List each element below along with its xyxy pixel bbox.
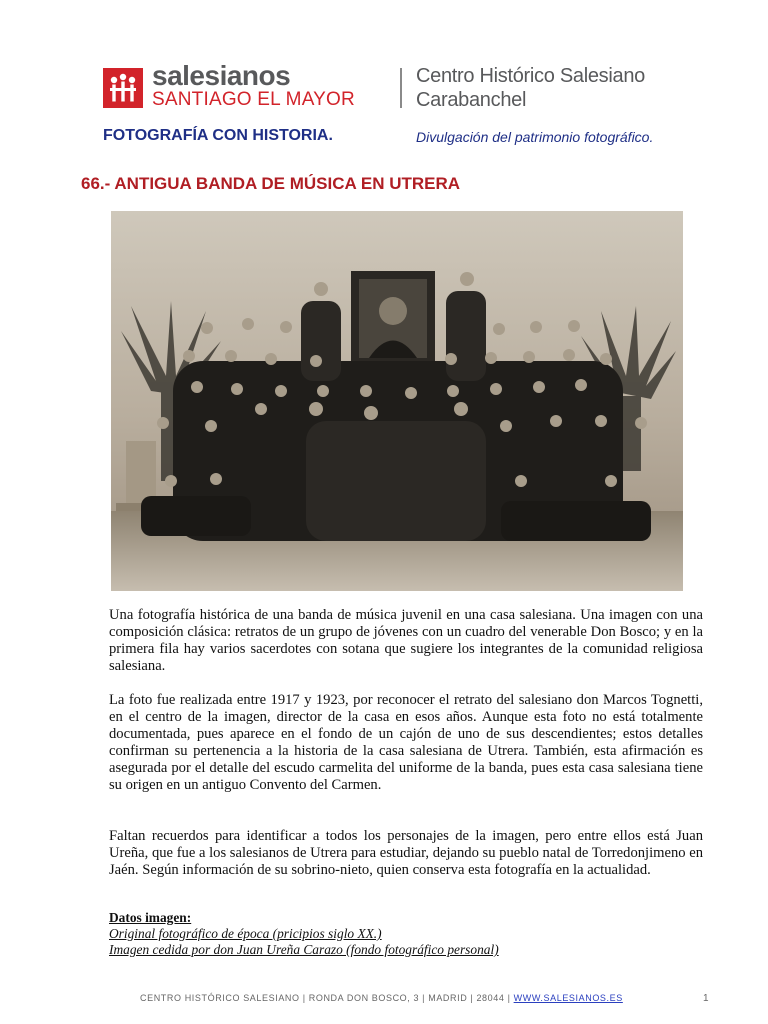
section-label: FOTOGRAFÍA CON HISTORIA. [103, 127, 333, 144]
page-number: 1 [703, 993, 709, 1004]
paragraph-1: Una fotografía histórica de una banda de música juvenil en una casa salesiana. Una imagen con una composición clásica: retratos de un grupo de jóvenes con un cuadro del venerable Don Bosco; y en la primera fila hay varios sacerdotes con sotana que sugiere los integrantes de la comunidad religiosa salesiana. [109, 607, 703, 674]
image-details [109, 910, 499, 958]
footer-address: CENTRO HISTÓRICO SALESIANO | RONDA DON BOSCO, 3 | MADRID | 28044 | [140, 993, 514, 1003]
salesianos-logo-icon [103, 68, 143, 108]
paragraph-3: Faltan recuerdos para identificar a todos los personajes de la imagen, pero entre ellos está Juan Ureña, que fue a los salesianos de Utrera para estudiar, dejando su pueblo natal de Torredonjimeno en Jaén. Según información de su sobrino-nieto, quien conserva esta fotografía en la actualidad. [109, 828, 703, 878]
tagline: Divulgación del patrimonio fotográfico. [416, 129, 654, 145]
brand-subtitle: SANTIAGO EL MAYOR [152, 89, 355, 110]
band-group-photo [111, 211, 683, 591]
centro-name-line2: Carabanchel [416, 89, 527, 111]
image-details-heading: Datos imagen: [109, 910, 192, 925]
document-title: 66.- ANTIGUA BANDA DE MÚSICA EN UTRERA [81, 174, 461, 193]
centro-name-line1: Centro Histórico Salesiano [416, 65, 645, 87]
image-details-line1: Original fotográfico de época (pricipios siglo XX.) [109, 926, 382, 941]
paragraph-2: La foto fue realizada entre 1917 y 1923, por reconocer el retrato del salesiano don Marcos Tognetti, en el centro de la imagen, director de la casa en esos años. Aunque esta foto no está totalmente documentada, pues aparece en el fondo de un cajón de uno de sus descendientes; estos detalles confirman su pertenencia a la historia de la casa salesiana de Utrera. También, esta afirmación es asegurada por el detalle del escudo carmelita del uniforme de la banda, pues esta casa salesiana tiene su origen en un antiguo Convento del Carmen. [109, 692, 703, 793]
header-divider [400, 68, 402, 108]
image-details-line2: Imagen cedida por don Juan Ureña Carazo (fondo fotográfico personal) [109, 942, 499, 957]
brand-name: salesianos [152, 60, 291, 91]
footer [140, 993, 623, 1003]
footer-website-link[interactable]: WWW.SALESIANOS.ES [513, 993, 623, 1003]
